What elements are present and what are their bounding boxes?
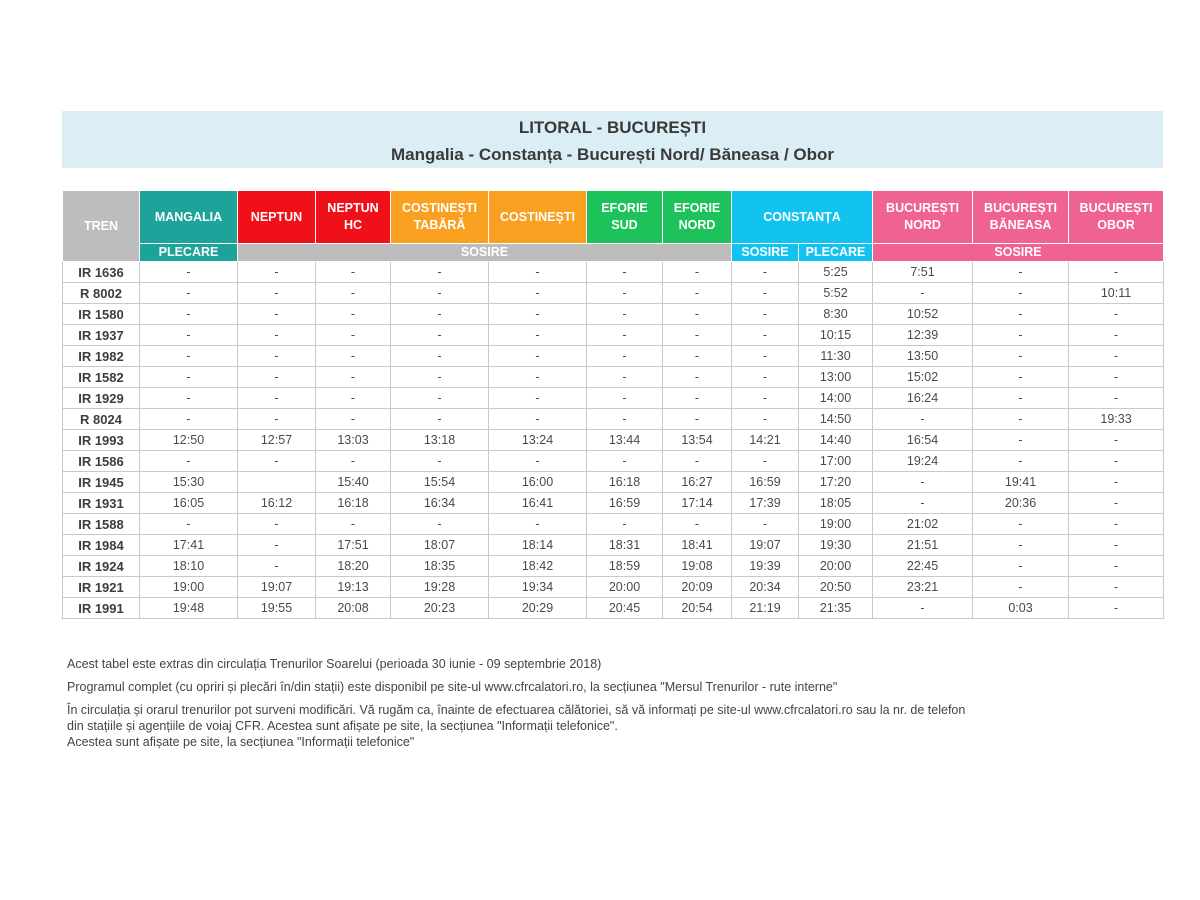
time-cell: - bbox=[973, 262, 1069, 283]
table-row bbox=[63, 346, 1164, 367]
table-row bbox=[63, 535, 1164, 556]
time-cell: - bbox=[391, 262, 489, 283]
header-station-bucuresti-nord: BUCUREȘTI NORD bbox=[873, 191, 973, 244]
footnote-period: Acest tabel este extras din circulația Trenurilor Soarelui (perioada 30 iunie - 09 septembrie 2018) bbox=[67, 657, 602, 671]
time-cell: - bbox=[587, 388, 663, 409]
header-station-constanta: CONSTANȚA bbox=[732, 191, 873, 244]
time-cell: 19:00 bbox=[799, 514, 873, 535]
time-cell: - bbox=[973, 304, 1069, 325]
time-cell: - bbox=[316, 304, 391, 325]
time-cell: 7:51 bbox=[873, 262, 973, 283]
time-cell: 17:20 bbox=[799, 472, 873, 493]
time-cell: 22:45 bbox=[873, 556, 973, 577]
time-cell: 19:13 bbox=[316, 577, 391, 598]
time-cell: 10:52 bbox=[873, 304, 973, 325]
time-cell: - bbox=[1069, 598, 1164, 619]
time-cell: 17:51 bbox=[316, 535, 391, 556]
time-cell: 18:35 bbox=[391, 556, 489, 577]
time-cell: - bbox=[973, 367, 1069, 388]
time-cell: - bbox=[489, 451, 587, 472]
time-cell: 12:39 bbox=[873, 325, 973, 346]
train-number: IR 1931 bbox=[63, 493, 140, 514]
time-cell: 19:07 bbox=[732, 535, 799, 556]
time-cell: 19:24 bbox=[873, 451, 973, 472]
header-station-neptun-hc: NEPTUN HC bbox=[316, 191, 391, 244]
time-cell: - bbox=[587, 514, 663, 535]
time-cell: - bbox=[391, 304, 489, 325]
header-tren: TREN bbox=[63, 191, 140, 262]
time-cell: - bbox=[587, 325, 663, 346]
time-cell: 20:00 bbox=[799, 556, 873, 577]
train-number: IR 1945 bbox=[63, 472, 140, 493]
time-cell: - bbox=[140, 409, 238, 430]
time-cell: 18:31 bbox=[587, 535, 663, 556]
time-cell: - bbox=[1069, 535, 1164, 556]
time-cell: - bbox=[732, 451, 799, 472]
time-cell: 21:35 bbox=[799, 598, 873, 619]
time-cell: - bbox=[973, 535, 1069, 556]
time-cell: 19:48 bbox=[140, 598, 238, 619]
time-cell: - bbox=[238, 367, 316, 388]
time-cell: 21:02 bbox=[873, 514, 973, 535]
time-cell: - bbox=[489, 346, 587, 367]
time-cell: - bbox=[489, 325, 587, 346]
time-cell: - bbox=[663, 346, 732, 367]
table-row bbox=[63, 514, 1164, 535]
footnotes bbox=[67, 656, 1167, 750]
time-cell: 19:34 bbox=[489, 577, 587, 598]
time-cell: - bbox=[140, 325, 238, 346]
time-cell: 21:51 bbox=[873, 535, 973, 556]
train-number: IR 1924 bbox=[63, 556, 140, 577]
time-cell: - bbox=[238, 304, 316, 325]
table-row bbox=[63, 262, 1164, 283]
time-cell: 18:10 bbox=[140, 556, 238, 577]
timetable-body bbox=[63, 262, 1164, 619]
table-row bbox=[63, 577, 1164, 598]
time-cell: 12:50 bbox=[140, 430, 238, 451]
time-cell: - bbox=[238, 388, 316, 409]
time-cell: 19:08 bbox=[663, 556, 732, 577]
header-station-costinesti: COSTINEȘTI bbox=[489, 191, 587, 244]
footnote-phone-info: Acestea sunt afișate pe site, la secțiunea "Informații telefonice" bbox=[67, 735, 415, 749]
time-cell: - bbox=[973, 577, 1069, 598]
time-cell: - bbox=[1069, 325, 1164, 346]
time-cell: 16:05 bbox=[140, 493, 238, 514]
time-cell: 13:24 bbox=[489, 430, 587, 451]
time-cell: 17:14 bbox=[663, 493, 732, 514]
table-row bbox=[63, 598, 1164, 619]
train-number: IR 1582 bbox=[63, 367, 140, 388]
header-station-eforie-nord: EFORIE NORD bbox=[663, 191, 732, 244]
train-number: IR 1921 bbox=[63, 577, 140, 598]
time-cell: - bbox=[1069, 304, 1164, 325]
time-cell: 16:41 bbox=[489, 493, 587, 514]
time-cell: - bbox=[391, 409, 489, 430]
train-number: IR 1993 bbox=[63, 430, 140, 451]
time-cell: - bbox=[140, 451, 238, 472]
time-cell: 19:33 bbox=[1069, 409, 1164, 430]
header-middle-sosire: SOSIRE bbox=[238, 244, 732, 262]
train-number: R 8024 bbox=[63, 409, 140, 430]
time-cell: - bbox=[663, 283, 732, 304]
time-cell: - bbox=[587, 367, 663, 388]
table-row bbox=[63, 451, 1164, 472]
time-cell: 17:41 bbox=[140, 535, 238, 556]
time-cell: - bbox=[732, 304, 799, 325]
time-cell: 17:39 bbox=[732, 493, 799, 514]
time-cell: 16:59 bbox=[732, 472, 799, 493]
time-cell: - bbox=[973, 514, 1069, 535]
time-cell: 19:41 bbox=[973, 472, 1069, 493]
time-cell: - bbox=[140, 346, 238, 367]
time-cell: 19:55 bbox=[238, 598, 316, 619]
time-cell: - bbox=[663, 367, 732, 388]
time-cell: 10:11 bbox=[1069, 283, 1164, 304]
train-number: IR 1982 bbox=[63, 346, 140, 367]
time-cell: 20:00 bbox=[587, 577, 663, 598]
time-cell: - bbox=[316, 514, 391, 535]
time-cell: - bbox=[587, 283, 663, 304]
time-cell: - bbox=[732, 367, 799, 388]
time-cell: - bbox=[587, 451, 663, 472]
time-cell: 13:00 bbox=[799, 367, 873, 388]
time-cell: - bbox=[732, 346, 799, 367]
time-cell: 20:23 bbox=[391, 598, 489, 619]
time-cell: 20:45 bbox=[587, 598, 663, 619]
time-cell: - bbox=[973, 430, 1069, 451]
time-cell: - bbox=[873, 409, 973, 430]
time-cell: 13:50 bbox=[873, 346, 973, 367]
page-title: LITORAL - BUCUREȘTI bbox=[518, 118, 707, 137]
time-cell: - bbox=[1069, 262, 1164, 283]
train-number: IR 1580 bbox=[63, 304, 140, 325]
time-cell: - bbox=[238, 409, 316, 430]
time-cell: - bbox=[1069, 388, 1164, 409]
time-cell: 14:40 bbox=[799, 430, 873, 451]
time-cell: - bbox=[663, 409, 732, 430]
time-cell: - bbox=[489, 304, 587, 325]
time-cell: 5:52 bbox=[799, 283, 873, 304]
time-cell: 16:27 bbox=[663, 472, 732, 493]
time-cell: - bbox=[873, 472, 973, 493]
time-cell: - bbox=[316, 262, 391, 283]
header-bucuresti-sosire: SOSIRE bbox=[873, 244, 1164, 262]
time-cell bbox=[238, 472, 316, 493]
footnote-full-program: Programul complet (cu opriri și plecări în/din stații) este disponibil pe site-ul www.cfrcalatori.ro, la secțiunea "Mersul Trenurilor - rute interne" bbox=[67, 680, 838, 694]
time-cell: 10:15 bbox=[799, 325, 873, 346]
time-cell: - bbox=[873, 598, 973, 619]
time-cell: - bbox=[316, 388, 391, 409]
header-station-neptun: NEPTUN bbox=[238, 191, 316, 244]
time-cell: - bbox=[1069, 514, 1164, 535]
footnote-changes: În circulația și orarul trenurilor pot surveni modificări. Vă rugăm ca, înainte de efectuarea călătoriei, să vă informați pe site-ul www.cfrcalatori.ro sau la nr. de telefon bbox=[67, 703, 966, 717]
time-cell: 12:57 bbox=[238, 430, 316, 451]
time-cell: - bbox=[663, 262, 732, 283]
time-cell: - bbox=[238, 325, 316, 346]
time-cell: - bbox=[391, 514, 489, 535]
header-station-bucuresti-obor: BUCUREȘTI OBOR bbox=[1069, 191, 1164, 244]
time-cell: - bbox=[1069, 346, 1164, 367]
title-band bbox=[62, 111, 1163, 168]
time-cell: - bbox=[1069, 430, 1164, 451]
table-row bbox=[63, 556, 1164, 577]
time-cell: - bbox=[973, 325, 1069, 346]
time-cell: 15:02 bbox=[873, 367, 973, 388]
time-cell: - bbox=[140, 388, 238, 409]
time-cell: - bbox=[238, 262, 316, 283]
time-cell: 13:18 bbox=[391, 430, 489, 451]
time-cell: 17:00 bbox=[799, 451, 873, 472]
time-cell: - bbox=[316, 367, 391, 388]
time-cell: - bbox=[587, 304, 663, 325]
time-cell: 15:54 bbox=[391, 472, 489, 493]
time-cell: 16:54 bbox=[873, 430, 973, 451]
table-row bbox=[63, 472, 1164, 493]
table-row bbox=[63, 367, 1164, 388]
time-cell: - bbox=[1069, 493, 1164, 514]
time-cell: - bbox=[238, 514, 316, 535]
time-cell: 5:25 bbox=[799, 262, 873, 283]
time-cell: 0:03 bbox=[973, 598, 1069, 619]
table-row bbox=[63, 304, 1164, 325]
time-cell: 14:21 bbox=[732, 430, 799, 451]
time-cell: - bbox=[238, 451, 316, 472]
train-number: IR 1586 bbox=[63, 451, 140, 472]
time-cell: - bbox=[732, 388, 799, 409]
time-cell: - bbox=[1069, 367, 1164, 388]
time-cell: 18:05 bbox=[799, 493, 873, 514]
time-cell: - bbox=[587, 409, 663, 430]
header-constanta-sosire: SOSIRE bbox=[732, 244, 799, 262]
header-station-bucuresti-baneasa: BUCUREȘTI BĂNEASA bbox=[973, 191, 1069, 244]
time-cell: 14:50 bbox=[799, 409, 873, 430]
table-row bbox=[63, 430, 1164, 451]
time-cell: - bbox=[238, 283, 316, 304]
time-cell: - bbox=[973, 388, 1069, 409]
time-cell: 20:34 bbox=[732, 577, 799, 598]
time-cell: 19:39 bbox=[732, 556, 799, 577]
time-cell: - bbox=[663, 514, 732, 535]
time-cell: - bbox=[489, 262, 587, 283]
time-cell: 19:28 bbox=[391, 577, 489, 598]
time-cell: - bbox=[732, 409, 799, 430]
time-cell: - bbox=[973, 451, 1069, 472]
time-cell: - bbox=[873, 493, 973, 514]
time-cell: 20:50 bbox=[799, 577, 873, 598]
time-cell: 21:19 bbox=[732, 598, 799, 619]
train-number: R 8002 bbox=[63, 283, 140, 304]
time-cell: 11:30 bbox=[799, 346, 873, 367]
time-cell: - bbox=[140, 367, 238, 388]
time-cell: - bbox=[1069, 556, 1164, 577]
time-cell: 23:21 bbox=[873, 577, 973, 598]
time-cell: - bbox=[1069, 451, 1164, 472]
time-cell: 14:00 bbox=[799, 388, 873, 409]
time-cell: 16:34 bbox=[391, 493, 489, 514]
time-cell: - bbox=[973, 409, 1069, 430]
time-cell: 16:00 bbox=[489, 472, 587, 493]
time-cell: - bbox=[391, 388, 489, 409]
time-cell: 20:08 bbox=[316, 598, 391, 619]
time-cell: 16:18 bbox=[316, 493, 391, 514]
time-cell: - bbox=[1069, 577, 1164, 598]
time-cell: 13:54 bbox=[663, 430, 732, 451]
time-cell: - bbox=[663, 388, 732, 409]
header-station-eforie-sud: EFORIE SUD bbox=[587, 191, 663, 244]
train-number: IR 1929 bbox=[63, 388, 140, 409]
time-cell: 15:40 bbox=[316, 472, 391, 493]
time-cell: - bbox=[973, 283, 1069, 304]
footnote-changes-cont: din stațiile și agențiile de voiaj CFR. Acestea sunt afișate pe site, la secțiunea "Informații telefonice". bbox=[67, 719, 618, 733]
time-cell: - bbox=[140, 514, 238, 535]
time-cell: - bbox=[391, 451, 489, 472]
time-cell: - bbox=[316, 346, 391, 367]
time-cell: - bbox=[873, 283, 973, 304]
time-cell: - bbox=[663, 304, 732, 325]
header-row-types bbox=[63, 244, 1164, 262]
time-cell: - bbox=[663, 451, 732, 472]
page-subtitle: Mangalia - Constanța - București Nord/ Băneasa / Obor bbox=[390, 145, 835, 164]
time-cell: - bbox=[391, 283, 489, 304]
time-cell: - bbox=[973, 346, 1069, 367]
time-cell: 13:44 bbox=[587, 430, 663, 451]
time-cell: - bbox=[391, 346, 489, 367]
time-cell: 18:59 bbox=[587, 556, 663, 577]
header-row-stations bbox=[63, 191, 1164, 244]
table-row bbox=[63, 409, 1164, 430]
time-cell: 18:42 bbox=[489, 556, 587, 577]
time-cell: 20:36 bbox=[973, 493, 1069, 514]
time-cell: - bbox=[489, 388, 587, 409]
time-cell: - bbox=[489, 409, 587, 430]
time-cell: 20:54 bbox=[663, 598, 732, 619]
time-cell: - bbox=[663, 325, 732, 346]
time-cell: 8:30 bbox=[799, 304, 873, 325]
time-cell: 16:12 bbox=[238, 493, 316, 514]
time-cell: - bbox=[1069, 472, 1164, 493]
time-cell: - bbox=[732, 514, 799, 535]
time-cell: 15:30 bbox=[140, 472, 238, 493]
time-cell: 19:30 bbox=[799, 535, 873, 556]
time-cell: 16:24 bbox=[873, 388, 973, 409]
time-cell: - bbox=[489, 283, 587, 304]
table-row bbox=[63, 388, 1164, 409]
header-constanta-plecare: PLECARE bbox=[799, 244, 873, 262]
time-cell: - bbox=[316, 325, 391, 346]
time-cell: - bbox=[587, 262, 663, 283]
header-station-mangalia: MANGALIA bbox=[140, 191, 238, 244]
time-cell: - bbox=[316, 451, 391, 472]
time-cell: - bbox=[238, 346, 316, 367]
table-row bbox=[63, 325, 1164, 346]
train-number: IR 1588 bbox=[63, 514, 140, 535]
time-cell: 19:00 bbox=[140, 577, 238, 598]
time-cell: - bbox=[140, 262, 238, 283]
time-cell: - bbox=[140, 304, 238, 325]
table-row bbox=[63, 283, 1164, 304]
time-cell: - bbox=[732, 262, 799, 283]
time-cell: 16:18 bbox=[587, 472, 663, 493]
time-cell: - bbox=[391, 367, 489, 388]
train-number: IR 1937 bbox=[63, 325, 140, 346]
time-cell: - bbox=[587, 346, 663, 367]
time-cell: - bbox=[238, 535, 316, 556]
time-cell: 19:07 bbox=[238, 577, 316, 598]
train-number: IR 1991 bbox=[63, 598, 140, 619]
time-cell: 18:41 bbox=[663, 535, 732, 556]
time-cell: - bbox=[732, 325, 799, 346]
time-cell: 13:03 bbox=[316, 430, 391, 451]
time-cell: - bbox=[489, 514, 587, 535]
table-row bbox=[63, 493, 1164, 514]
time-cell: - bbox=[973, 556, 1069, 577]
train-number: IR 1984 bbox=[63, 535, 140, 556]
train-number: IR 1636 bbox=[63, 262, 140, 283]
time-cell: - bbox=[732, 283, 799, 304]
time-cell: - bbox=[391, 325, 489, 346]
time-cell: - bbox=[140, 283, 238, 304]
header-mangalia-plecare: PLECARE bbox=[140, 244, 238, 262]
time-cell: - bbox=[316, 409, 391, 430]
time-cell: 16:59 bbox=[587, 493, 663, 514]
time-cell: 18:20 bbox=[316, 556, 391, 577]
time-cell: 18:07 bbox=[391, 535, 489, 556]
time-cell: 20:29 bbox=[489, 598, 587, 619]
header-station-costinesti-tabara: COSTINEȘTI TABĂRĂ bbox=[391, 191, 489, 244]
time-cell: - bbox=[489, 367, 587, 388]
time-cell: - bbox=[316, 283, 391, 304]
timetable bbox=[62, 190, 1164, 619]
time-cell: 18:14 bbox=[489, 535, 587, 556]
time-cell: - bbox=[238, 556, 316, 577]
time-cell: 20:09 bbox=[663, 577, 732, 598]
